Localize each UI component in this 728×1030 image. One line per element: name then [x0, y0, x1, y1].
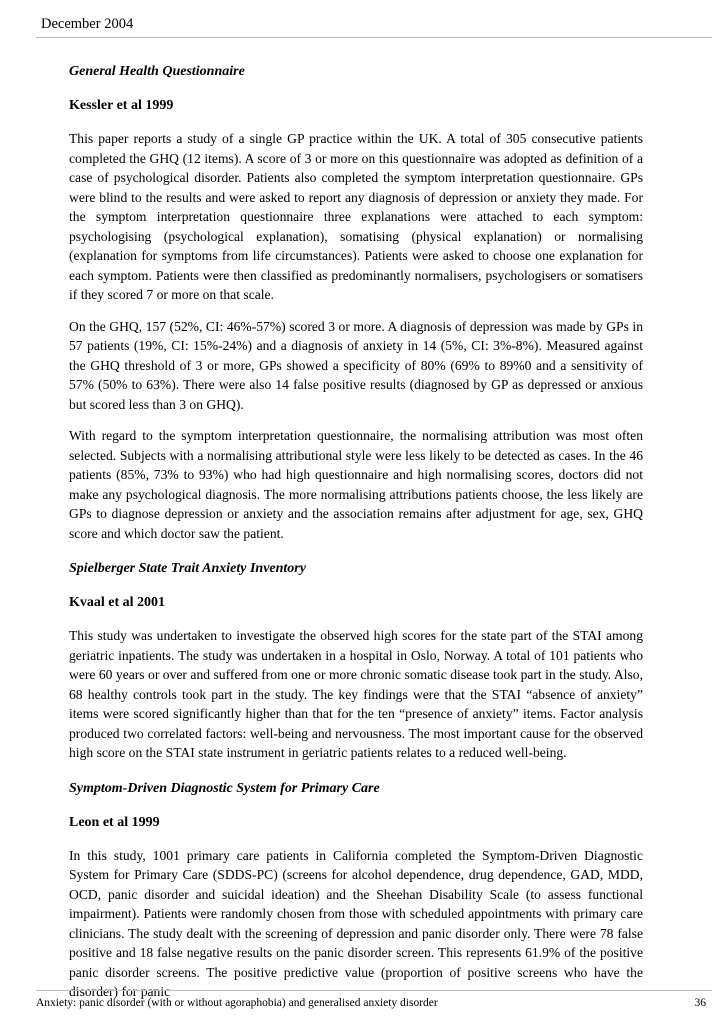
- section-title: General Health Questionnaire: [69, 64, 245, 79]
- paragraph: This paper reports a study of a single GP practice within the UK. A total of 305 consecutive patients completed the GHQ (12 items). A score of 3 or more on this questionnaire was adopted as definition of a case of psychological disorder. Patients also completed the symptom interpretation questionnaire. GPs were blind to the results and were asked to report any diagnosis of depression or anxiety they made. For the symptom interpretation questionnaire three explanations were attached to each symptom: psychologising (psychological explanation), somatising (physical explanation) or normalising (explanation for symptoms from life circumstances). Patients were asked to choose one explanation for each symptom. Patients were then classified as predominantly normalisers, psychologisers or somatisers if they scored 7 or more on that scale.: [69, 131, 643, 302]
- paragraph: With regard to the symptom interpretation questionnaire, the normalising attribution was most often selected. Subjects with a normalising attributional style were less likely to be detected as cases. In the 46 patients (85%, 73% to 93%) who had high questionnaire and high normalising scores, doctors did not make any psychological diagnosis. The more normalising attributions patients choose, the less likely are GPs to diagnose depression or anxiety and the association remains after adjustment for age, sex, GHQ score and which doctor saw the patient.: [69, 428, 643, 541]
- paragraph: In this study, 1001 primary care patients in California completed the Symptom-Driven Diagnostic System for Primary Care (SDDS-PC) (screens for alcohol dependence, drug dependence, GAD, MDD, OCD, panic disorder and suicidal ideation) and the Sheehan Disability Scale (to assess functional impairment). Patients were randomly chosen from those with scheduled appointments with primary care clinicians. The study dealt with the screening of depression and panic disorder only. There were 78 false positive and 18 false negative results on the panic disorder screen. This represents 61.9% of the positive panic disorder screens. The positive predictive value (proportion of positive screens who have the disorder) for panic: [69, 847, 643, 999]
- running-footer-title: Anxiety: panic disorder (with or without agoraphobia) and generalised anxiety disorder: [36, 997, 438, 1009]
- section-reference: Kvaal et al 2001: [69, 595, 166, 610]
- footer-divider: [36, 990, 712, 991]
- section-title: Symptom-Driven Diagnostic System for Primary Care: [69, 780, 380, 796]
- section-title: Spielberger State Trait Anxiety Inventory: [69, 561, 306, 576]
- running-header-date: December 2004: [41, 16, 134, 32]
- section-stai: [69, 561, 643, 763]
- section-reference: Kessler et al 1999: [69, 98, 174, 113]
- page-number: 36: [694, 997, 706, 1009]
- section-sdds-pc: [69, 781, 643, 1002]
- page-body: [69, 64, 643, 1002]
- header-divider: [36, 37, 712, 38]
- paragraph: This study was undertaken to investigate the observed high scores for the state part of the STAI among geriatric inpatients. The study was undertaken in a hospital in Oslo, Norway. A total of 101 patients who were 60 years or over and suffered from one or more chronic somatic disease took part in the study. Also, 68 healthy controls took part in the study. The key findings were that the STAI “absence of anxiety” items were scored significantly higher than that for the ten “presence of anxiety” items. Factor analysis produced two correlated factors: well-being and nervousness. The most important cause for the observed high score on the STAI state instrument in geriatric patients relates to a reduced well-being.: [69, 628, 643, 760]
- section-ghq: [69, 64, 643, 543]
- section-reference: Leon et al 1999: [69, 814, 160, 830]
- paragraph: On the GHQ, 157 (52%, CI: 46%-57%) scored 3 or more. A diagnosis of depression was made by GPs in 57 patients (19%, CI: 15%-24%) and a diagnosis of anxiety in 14 (5%, CI: 3%-8%). Measured against the GHQ threshold of 3 or more, GPs showed a specificity of 80% (69% to 89%0 and a sensitivity of 57% (50% to 63%). There were also 14 false positive results (diagnosed by GP as depressed or anxious but scored less than 3 on GHQ).: [69, 318, 643, 412]
